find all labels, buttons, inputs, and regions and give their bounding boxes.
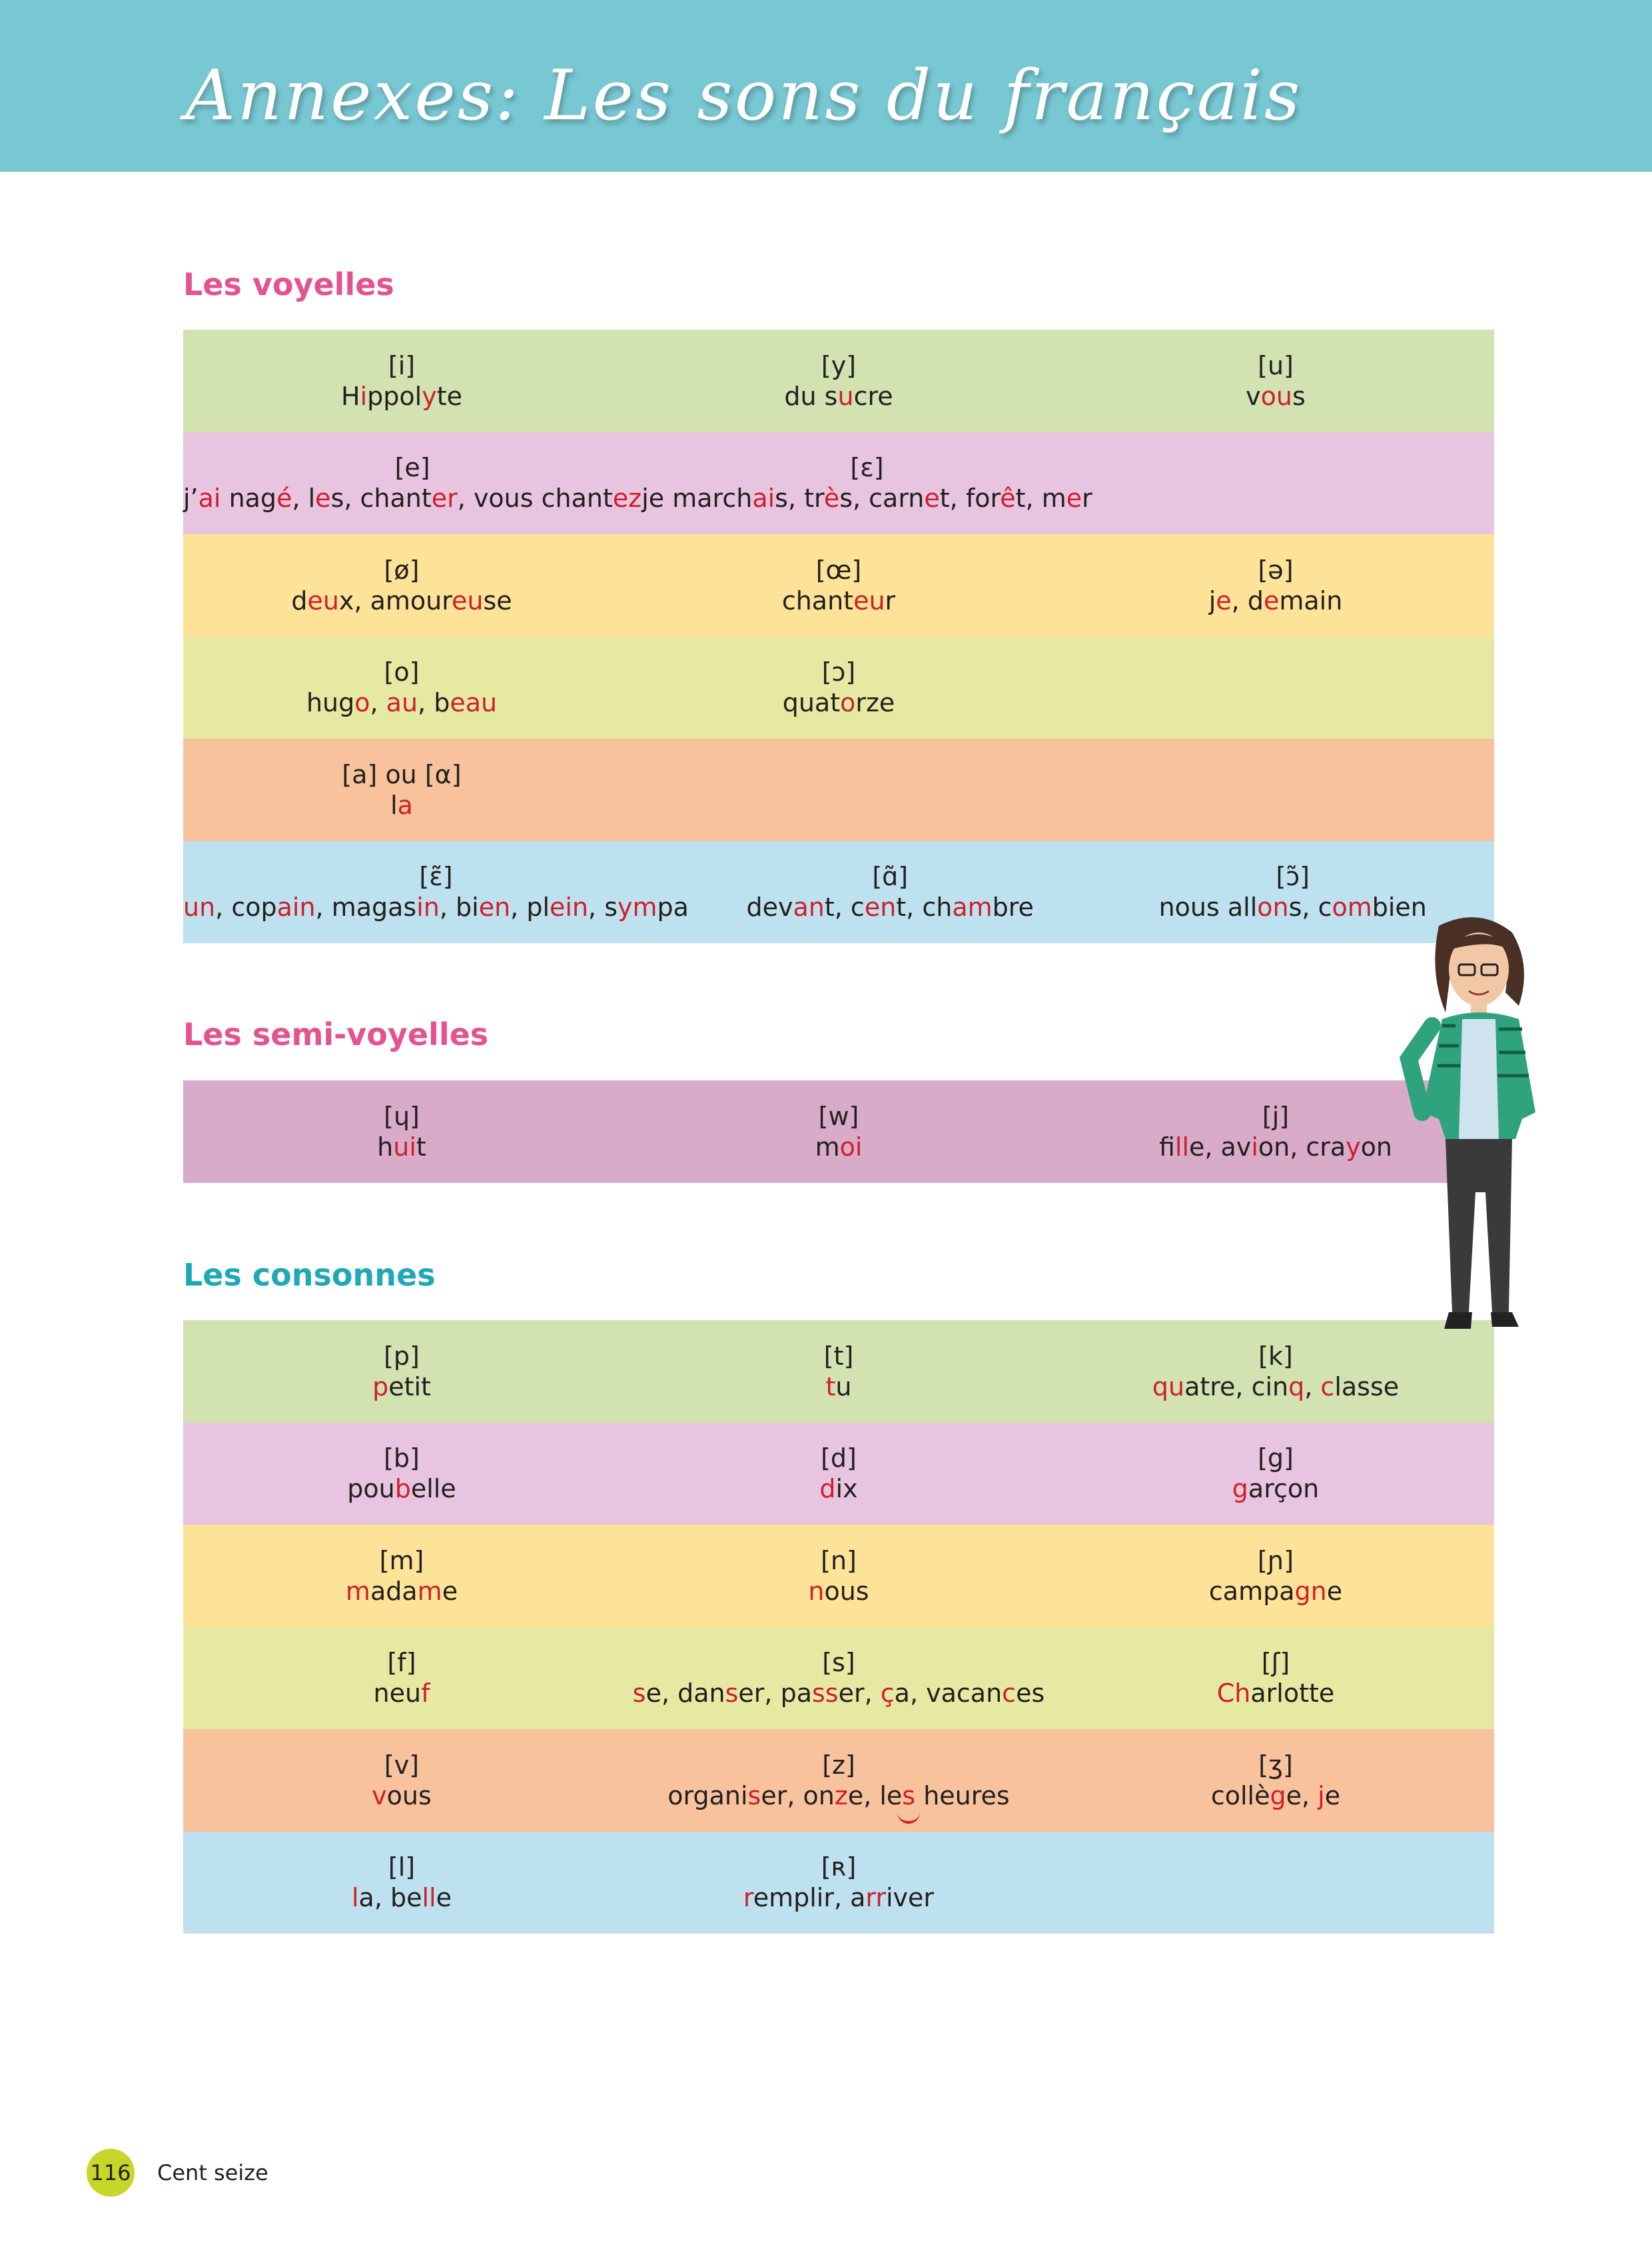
- phonetic-symbol: [d]: [821, 1443, 857, 1473]
- plain-letters: , d: [1231, 585, 1264, 615]
- phonetic-symbol: [ɥ]: [384, 1101, 420, 1131]
- example-words: [352, 1882, 452, 1913]
- example-words: [783, 687, 895, 718]
- highlighted-letters: p: [372, 1371, 389, 1401]
- highlighted-letters: er: [431, 484, 458, 514]
- plain-letters: t, ch: [896, 893, 953, 923]
- plain-letters: ada: [370, 1576, 418, 1606]
- plain-letters: , cop: [215, 893, 277, 923]
- plain-letters: quat: [782, 688, 841, 718]
- sound-cell: [1057, 1729, 1494, 1832]
- plain-letters: s, carn: [839, 484, 925, 514]
- plain-letters: m: [815, 1132, 840, 1162]
- phonetic-symbol: [ɛ]: [850, 453, 884, 483]
- table-voyelles: [183, 330, 1494, 943]
- highlighted-letters: eu: [853, 585, 885, 615]
- sound-cell: [183, 432, 641, 535]
- phonetic-symbol: [ɛ̃]: [419, 862, 453, 892]
- plain-letters: , b: [418, 688, 450, 718]
- sound-cell: [620, 637, 1057, 739]
- sound-cell: [183, 637, 620, 739]
- highlighted-letters: c: [1320, 1371, 1335, 1401]
- phonetic-symbol: [f]: [387, 1648, 416, 1678]
- example-words: [346, 1576, 458, 1607]
- table-row: [183, 1320, 1494, 1423]
- sound-cell: [620, 1080, 1057, 1183]
- plain-letters: j: [1208, 585, 1216, 615]
- sound-cell: [620, 1627, 1057, 1730]
- example-words: [183, 892, 689, 923]
- sound-cell: [183, 1525, 620, 1627]
- highlighted-letters: e: [1216, 585, 1232, 615]
- table-row: [183, 739, 1494, 841]
- plain-letters: elle: [410, 1474, 456, 1504]
- phonetic-symbol: [ə]: [1258, 555, 1294, 585]
- plain-letters: r: [1082, 484, 1092, 514]
- plain-letters: organi: [667, 1780, 748, 1810]
- table-row: [183, 841, 1494, 944]
- highlighted-letters: s: [747, 1780, 761, 1810]
- highlighted-letters: Ch: [1216, 1679, 1251, 1708]
- table-consonnes: [183, 1320, 1494, 1934]
- highlighted-letters: gn: [1294, 1576, 1327, 1606]
- highlighted-letters: i: [360, 381, 368, 411]
- phonetic-symbol: [ø]: [384, 555, 420, 585]
- highlighted-letters: ou: [1260, 381, 1293, 411]
- phonetic-symbol: [v]: [384, 1750, 420, 1780]
- phonetic-symbol: [b]: [384, 1443, 420, 1473]
- highlighted-letters: e: [1066, 484, 1082, 514]
- highlighted-letters: eu: [452, 585, 484, 615]
- table-row: [183, 1423, 1494, 1525]
- plain-letters: r: [885, 585, 896, 615]
- plain-letters: er,: [838, 1679, 881, 1708]
- highlighted-letters: y: [1346, 1132, 1361, 1162]
- example-words: [306, 687, 497, 718]
- phonetic-symbol: [k]: [1258, 1341, 1293, 1371]
- highlighted-letters: u: [837, 381, 854, 411]
- phonetic-symbol: [w]: [818, 1101, 859, 1131]
- plain-letters: e, le: [847, 1780, 903, 1810]
- sound-cell: [183, 1832, 620, 1934]
- plain-letters: l: [390, 790, 398, 820]
- example-words: [746, 892, 1033, 923]
- example-words: [1152, 1371, 1399, 1402]
- highlighted-letters: i: [1251, 1132, 1258, 1162]
- highlighted-letters: o: [840, 688, 856, 718]
- highlighted-letters: j: [1318, 1780, 1325, 1810]
- plain-letters: s, tr: [775, 484, 824, 514]
- sound-cell: [620, 1729, 1057, 1832]
- plain-letters: ppol: [367, 381, 422, 411]
- plain-letters: iver: [886, 1883, 935, 1913]
- plain-letters: du s: [784, 381, 838, 411]
- plain-letters: x, amour: [338, 585, 452, 615]
- plain-letters: te: [436, 381, 462, 411]
- highlighted-letters: om: [1332, 893, 1372, 923]
- sound-cell: [183, 1627, 620, 1730]
- sound-cell: [183, 1080, 620, 1183]
- sound-cell: [1057, 1525, 1494, 1627]
- highlighted-letters: s: [725, 1679, 739, 1708]
- sound-cell: [183, 1423, 620, 1525]
- phonetic-symbol: [l]: [388, 1852, 416, 1882]
- example-words: [826, 1371, 852, 1402]
- highlighted-letters: f: [421, 1679, 430, 1708]
- phonetic-symbol: [e]: [394, 453, 430, 483]
- table-row: [183, 432, 1494, 535]
- highlighted-letters: b: [394, 1474, 411, 1504]
- phonetic-symbol: [g]: [1258, 1443, 1294, 1473]
- plain-letters: ix: [835, 1474, 858, 1504]
- sound-cell: [689, 841, 1092, 944]
- example-words: [1209, 585, 1343, 616]
- plain-letters: e: [442, 1576, 458, 1606]
- section-title-consonnes: Les consonnes: [183, 1257, 436, 1293]
- example-words: [1211, 1780, 1340, 1811]
- plain-letters: es: [1016, 1679, 1045, 1708]
- phonetic-symbol: [j]: [1262, 1101, 1290, 1131]
- highlighted-letters: eau: [450, 688, 498, 718]
- highlighted-letters: oi: [839, 1132, 863, 1162]
- highlighted-letters: ein: [550, 893, 589, 923]
- highlighted-letters: s: [632, 1679, 646, 1708]
- sound-cell: [620, 330, 1057, 432]
- sound-cell: [183, 330, 620, 432]
- plain-letters: dev: [746, 893, 793, 923]
- plain-letters: chant: [781, 585, 854, 615]
- highlighted-letters: v: [372, 1780, 387, 1810]
- example-words: [641, 483, 1092, 514]
- table-row: [183, 1627, 1494, 1730]
- highlighted-letters: ain: [276, 893, 316, 923]
- plain-letters: e: [436, 1883, 452, 1913]
- plain-letters: e: [1324, 1780, 1341, 1810]
- sound-cell: [1057, 1423, 1494, 1525]
- example-words: [291, 585, 512, 616]
- sound-cell: [183, 739, 620, 841]
- plain-letters: , vous chant: [457, 484, 613, 514]
- plain-letters: s: [1292, 381, 1306, 411]
- highlighted-letters: qu: [1152, 1371, 1185, 1401]
- example-words: [808, 1576, 869, 1607]
- sound-cell: [620, 1525, 1057, 1627]
- plain-letters: e: [1326, 1576, 1343, 1606]
- plain-letters: h: [377, 1132, 394, 1162]
- plain-letters: ous: [386, 1780, 432, 1810]
- phonetic-symbol: [z]: [822, 1750, 855, 1780]
- plain-letters: er, on: [761, 1780, 835, 1810]
- plain-letters: je march: [641, 484, 753, 514]
- phonetic-symbol: [u]: [1258, 350, 1294, 380]
- plain-letters: d: [291, 585, 308, 615]
- highlighted-letters: a: [397, 790, 413, 820]
- plain-letters: neu: [373, 1679, 422, 1708]
- highlighted-letters: o: [354, 688, 370, 718]
- table-row: [183, 1832, 1494, 1934]
- plain-letters: s, c: [1288, 893, 1332, 923]
- sound-cell: [620, 1423, 1057, 1525]
- example-words: [1159, 1132, 1392, 1162]
- plain-letters: ,: [1304, 1371, 1321, 1401]
- sound-cell: [183, 1320, 620, 1423]
- example-words: [377, 1132, 426, 1162]
- table-row: [183, 1080, 1494, 1183]
- example-words: [815, 1132, 863, 1162]
- phonetic-symbol: [i]: [388, 350, 416, 380]
- example-words: [1246, 381, 1306, 412]
- plain-letters: lasse: [1334, 1371, 1400, 1401]
- plain-letters: etit: [388, 1371, 431, 1401]
- highlighted-letters: e: [315, 484, 331, 514]
- phonetic-symbol: [a] ou [α]: [342, 759, 462, 789]
- highlighted-letters: en: [864, 893, 897, 923]
- highlighted-letters: au: [386, 688, 418, 718]
- example-words: [1217, 1678, 1335, 1708]
- plain-letters: nag: [220, 484, 277, 514]
- highlighted-letters: d: [819, 1474, 836, 1504]
- section-title-voyelles: Les voyelles: [183, 266, 394, 302]
- table-row: [183, 637, 1494, 739]
- highlighted-letters: m: [417, 1576, 442, 1606]
- highlighted-letters: ym: [618, 893, 657, 923]
- page-number: 116: [90, 2160, 131, 2185]
- sound-cell: [1057, 1832, 1494, 1934]
- highlighted-letters: on: [1257, 893, 1289, 923]
- sound-cell: [620, 534, 1057, 637]
- plain-letters: , s: [588, 893, 618, 923]
- highlighted-letters: m: [345, 1576, 370, 1606]
- plain-letters: arlotte: [1250, 1679, 1335, 1708]
- phonetic-symbol: [ɑ̃]: [872, 862, 909, 892]
- page-title: Annexes: Les sons du français: [185, 55, 1302, 136]
- highlighted-letters: r: [743, 1883, 753, 1913]
- phonetic-symbol: [n]: [821, 1545, 857, 1575]
- example-words: [784, 381, 893, 412]
- highlighted-letters: en: [478, 893, 511, 923]
- plain-letters: pou: [347, 1474, 395, 1504]
- example-words: [341, 381, 462, 412]
- highlighted-letters: e: [1263, 585, 1280, 615]
- phonetic-symbol: [t]: [823, 1341, 854, 1371]
- plain-letters: t, for: [939, 484, 1001, 514]
- plain-letters: ous: [824, 1576, 869, 1606]
- example-words: [667, 1780, 1009, 1811]
- sound-cell: [1057, 637, 1494, 739]
- plain-letters: campa: [1208, 1576, 1295, 1606]
- sound-cell: [1057, 1627, 1494, 1730]
- highlighted-letters: am: [952, 893, 993, 923]
- header-banner: [0, 0, 1652, 172]
- highlighted-letters: ll: [1174, 1132, 1190, 1162]
- highlighted-letters: ll: [422, 1883, 436, 1913]
- plain-letters: u: [835, 1371, 852, 1401]
- highlighted-letters: n: [808, 1576, 825, 1606]
- plain-letters: arçon: [1248, 1474, 1320, 1504]
- plain-letters: main: [1279, 585, 1343, 615]
- example-words: [743, 1882, 934, 1913]
- table-row: [183, 330, 1494, 432]
- plain-letters: e,: [1286, 1780, 1318, 1810]
- plain-letters: , pl: [510, 893, 550, 923]
- example-words: [347, 1473, 456, 1504]
- example-words: [1232, 1473, 1319, 1504]
- plain-letters: , magas: [315, 893, 417, 923]
- plain-letters: , bi: [439, 893, 479, 923]
- liaison-mark: [897, 1810, 920, 1824]
- example-words: [372, 1780, 432, 1811]
- page-label: Cent seize: [157, 2160, 268, 2185]
- highlighted-letters: é: [276, 484, 292, 514]
- plain-letters: j’: [183, 484, 199, 514]
- highlighted-letters: y: [422, 381, 437, 411]
- phonetic-symbol: [m]: [379, 1545, 424, 1575]
- plain-letters: e, av: [1189, 1132, 1252, 1162]
- sound-cell: [1092, 432, 1494, 535]
- plain-letters: rze: [855, 688, 895, 718]
- plain-letters: a, vacan: [894, 1679, 1003, 1708]
- table-semi-voyelles: [183, 1080, 1494, 1183]
- example-words: [372, 1371, 431, 1402]
- phonetic-symbol: [ʒ]: [1258, 1750, 1293, 1780]
- highlighted-letters: s: [902, 1781, 915, 1810]
- sound-cell: [183, 534, 620, 637]
- highlighted-letters: g: [1232, 1474, 1248, 1504]
- plain-letters: ,: [370, 688, 386, 718]
- highlighted-letters: ê: [1000, 484, 1016, 514]
- plain-letters: t, m: [1015, 484, 1066, 514]
- highlighted-letters: ç: [880, 1679, 895, 1708]
- highlighted-letters: t: [825, 1371, 836, 1401]
- highlighted-letters: ai: [198, 484, 221, 514]
- highlighted-letters: c: [1002, 1679, 1017, 1708]
- example-words: [374, 1678, 430, 1708]
- plain-letters: e, dan: [645, 1679, 725, 1708]
- phonetic-symbol: [ɔ]: [821, 657, 856, 687]
- highlighted-letters: in: [416, 893, 440, 923]
- table-row: [183, 1525, 1494, 1627]
- example-words: [1209, 1576, 1342, 1607]
- plain-letters: emplir, a: [753, 1883, 866, 1913]
- phonetic-symbol: [s]: [822, 1648, 855, 1678]
- plain-letters: er, pa: [738, 1679, 812, 1708]
- highlighted-letters: q: [1288, 1371, 1305, 1401]
- page-number-badge: [87, 2149, 135, 2197]
- plain-letters: s, chant: [330, 484, 432, 514]
- girl-illustration: [1392, 913, 1565, 1352]
- sound-cell: [641, 432, 1092, 535]
- highlighted-letters: l: [351, 1883, 359, 1913]
- highlighted-letters: ai: [752, 484, 775, 514]
- sound-cell: [620, 1832, 1057, 1934]
- example-words: [819, 1473, 857, 1504]
- plain-letters: t, c: [824, 893, 865, 923]
- highlighted-letters: z: [834, 1780, 848, 1810]
- phonetic-symbol: [o]: [384, 657, 420, 687]
- sound-cell: [620, 739, 1057, 841]
- highlighted-letters: e: [924, 484, 940, 514]
- highlighted-letters: ss: [811, 1679, 839, 1708]
- plain-letters: hug: [306, 688, 355, 718]
- phonetic-symbol: [ɲ]: [1257, 1545, 1294, 1575]
- plain-letters: on: [1360, 1132, 1393, 1162]
- plain-letters: H: [341, 381, 360, 411]
- plain-letters: bien: [1372, 893, 1427, 923]
- highlighted-letters: eu: [307, 585, 339, 615]
- plain-letters: pa: [657, 893, 689, 923]
- plain-letters: on, cra: [1258, 1132, 1346, 1162]
- example-words: [1159, 892, 1427, 923]
- highlighted-letters: rr: [865, 1883, 886, 1913]
- plain-letters: , l: [292, 484, 316, 514]
- phonetic-symbol: [ʀ]: [821, 1852, 857, 1882]
- plain-letters: collè: [1210, 1780, 1270, 1810]
- phonetic-symbol: [ɔ̃]: [1276, 862, 1310, 892]
- plain-letters: se: [483, 585, 512, 615]
- plain-letters: nous all: [1158, 893, 1258, 923]
- phonetic-symbol: [y]: [821, 350, 857, 380]
- sound-cell: [183, 1729, 620, 1832]
- plain-letters: heures: [915, 1780, 1010, 1810]
- sound-cell: [183, 841, 689, 944]
- highlighted-letters: ui: [393, 1132, 416, 1162]
- sound-cell: [1057, 534, 1494, 637]
- plain-letters: bre: [992, 893, 1034, 923]
- highlighted-letters: g: [1270, 1780, 1286, 1810]
- plain-letters: a, be: [358, 1883, 422, 1913]
- section-title-semi-voyelles: Les semi-voyelles: [183, 1016, 489, 1052]
- highlighted-letters: an: [793, 893, 825, 923]
- plain-letters: cre: [853, 381, 893, 411]
- example-words: [782, 585, 895, 616]
- example-words: [633, 1678, 1045, 1708]
- highlighted-letters: ez: [612, 484, 642, 514]
- highlighted-letters: un: [183, 893, 216, 923]
- phonetic-symbol: [ʃ]: [1261, 1648, 1290, 1678]
- plain-letters: fi: [1158, 1132, 1175, 1162]
- table-row: [183, 1729, 1494, 1832]
- sound-cell: [1057, 739, 1494, 841]
- sound-cell: [620, 1320, 1057, 1423]
- sound-cell: [1057, 330, 1494, 432]
- example-words: [390, 790, 413, 821]
- plain-letters: t: [416, 1132, 426, 1162]
- phonetic-symbol: [p]: [384, 1341, 420, 1371]
- plain-letters: v: [1246, 381, 1261, 411]
- table-row: [183, 534, 1494, 637]
- plain-letters: atre, cin: [1184, 1371, 1289, 1401]
- phonetic-symbol: [œ]: [815, 555, 862, 585]
- example-words: [183, 483, 641, 514]
- highlighted-letters: è: [823, 484, 840, 514]
